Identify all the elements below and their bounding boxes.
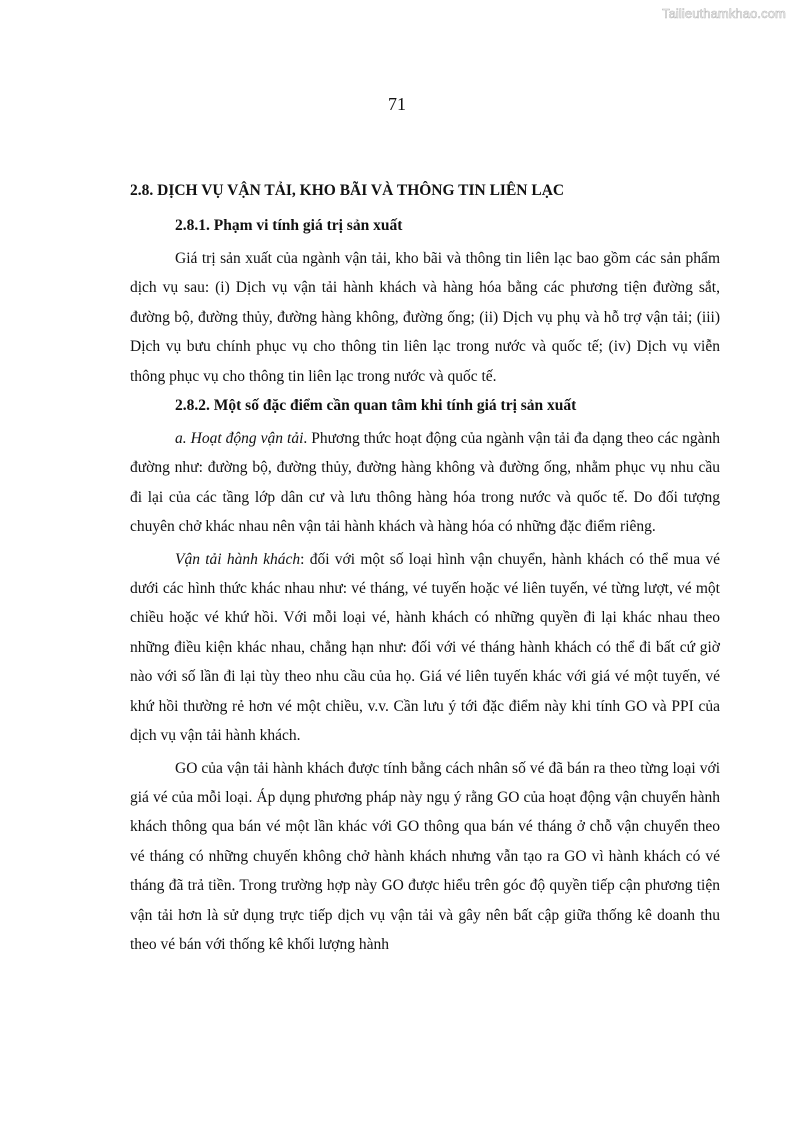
- transport-activity-label: a. Hoạt động vận tải: [175, 430, 304, 448]
- subsection-1-heading: 2.8.1. Phạm vi tính giá trị sản xuất: [175, 217, 403, 234]
- passenger-transport-label: Vận tải hành khách: [175, 550, 301, 568]
- passenger-transport-text: : đối với một số loại hình vận chuyển, hành khách có thể mua vé dưới các hình thức khác nhau như: vé tháng, vé tuyến hoặc vé liên tuyến, vé từng lượt, vé một chiều hoặc vé khứ hồi. Với mỗi loại vé, hành khách có những quyền đi lại khác nhau theo những điều kiện khác nhau, chẳng hạn như: đối với vé tháng hành khách có thể đi bất cứ giờ nào với số lần đi lại tùy theo nhu cầu của họ. Giá vé liên tuyến khác với giá vé một tuyến, vé khứ hồi thường rẻ hơn vé một chiều, v.v. Cần lưu ý tới đặc điểm này khi tính GO và PPI của dịch vụ vận tải hành khách.: [130, 550, 721, 745]
- subsection-2-heading: 2.8.2. Một số đặc điểm cần quan tâm khi tính giá trị sản xuất: [175, 397, 577, 415]
- page-number: 71: [388, 94, 406, 114]
- paragraph-go-calculation: GO của vận tải hành khách được tính bằng cách nhân số vé đã bán ra theo từng loại với giá vé của mỗi loại. Áp dụng phương pháp này ngụ ý rằng GO của hoạt động vận chuyển hành khách thông qua bán vé một lần khác với GO thông qua bán vé tháng ở chỗ vận chuyển theo vé tháng có những chuyến không chở hành khách nhưng vẫn tạo ra GO vì hành khách có vé tháng đã trả tiền. Trong trường hợp này GO được hiểu trên góc độ quyền tiếp cận phương tiện vận tải hơn là sử dụng trực tiếp dịch vụ vận tải và gây nên bất cập giữa thống kê doanh thu theo vé bán với thống kê khối lượng hành: [130, 759, 720, 953]
- watermark-text: Tailieuthamkhao.com: [661, 6, 786, 21]
- section-heading: 2.8. DỊCH VỤ VẬN TẢI, KHO BÃI VÀ THÔNG TIN LIÊN LẠC: [130, 182, 565, 199]
- paragraph-passenger-transport: [130, 545, 720, 751]
- subsection-1-paragraph: Giá trị sản xuất của ngành vận tải, kho bãi và thông tin liên lạc bao gồm các sản phẩm dịch vụ sau: (i) Dịch vụ vận tải hành khách và hàng hóa bằng các phương tiện đường sắt, đường bộ, đường thủy, đường hàng không, đường ống; (ii) Dịch vụ phụ và hỗ trợ vận tải; (iii) Dịch vụ bưu chính phục vụ cho thông tin liên lạc trong nước và quốc tế; (iv) Dịch vụ viễn thông phục vụ cho thông tin liên lạc trong nước và quốc tế.: [130, 250, 720, 385]
- transport-activity-text: . Phương thức hoạt động của ngành vận tải đa dạng theo các ngành đường như: đường bộ, đường thủy, đường hàng không và đường ống, nhằm phục vụ nhu cầu đi lại của các tầng lớp dân cư và lưu thông hàng hóa trong nước và quốc tế. Do đối tượng chuyên chở khác nhau nên vận tải hành khách và hàng hóa có những đặc điểm riêng.: [130, 430, 720, 536]
- paragraph-transport-activity: [130, 424, 720, 542]
- document-body: [130, 180, 720, 962]
